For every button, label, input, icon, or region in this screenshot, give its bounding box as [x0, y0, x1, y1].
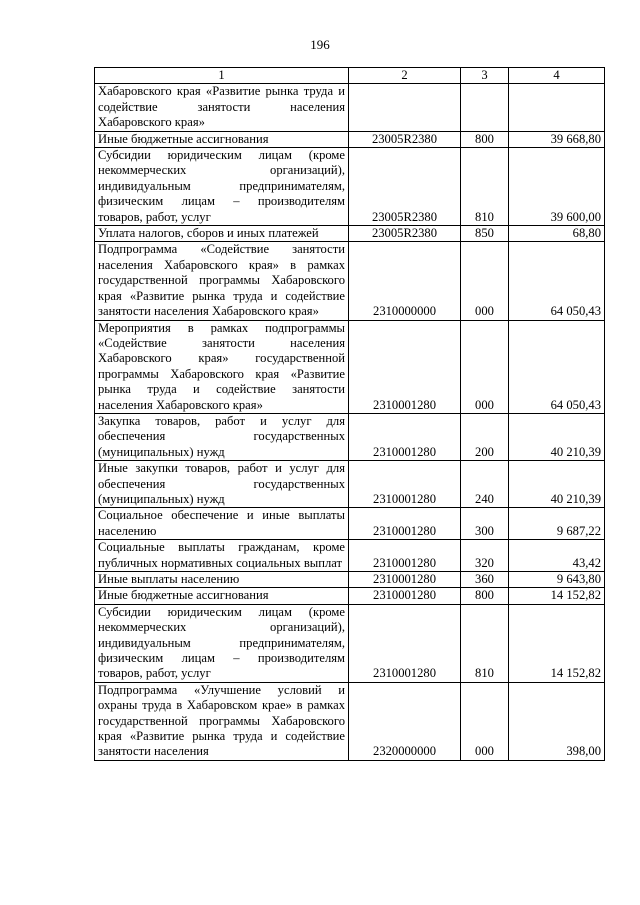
- column-header-1: 1: [95, 68, 349, 84]
- cell-target-code: [349, 84, 461, 131]
- cell-amount: 9 643,80: [509, 572, 605, 588]
- cell-expense-type: 810: [461, 604, 509, 682]
- cell-target-code: 2310001280: [349, 320, 461, 413]
- cell-target-code: 2310001280: [349, 604, 461, 682]
- table-row: [95, 84, 605, 131]
- table-row: [95, 604, 605, 682]
- cell-amount: 39 600,00: [509, 148, 605, 226]
- cell-amount: 68,80: [509, 226, 605, 242]
- cell-amount: 64 050,43: [509, 320, 605, 413]
- cell-target-code: 2310001280: [349, 588, 461, 604]
- cell-expense-type: 240: [461, 461, 509, 508]
- cell-amount: 9 687,22: [509, 508, 605, 540]
- cell-name: Иные бюджетные ассигнования: [95, 131, 349, 147]
- cell-expense-type: 360: [461, 572, 509, 588]
- cell-target-code: 2310001280: [349, 461, 461, 508]
- cell-expense-type: 800: [461, 131, 509, 147]
- cell-amount: 64 050,43: [509, 242, 605, 320]
- cell-target-code: 23005R2380: [349, 226, 461, 242]
- cell-name: Уплата налогов, сборов и иных платежей: [95, 226, 349, 242]
- cell-amount: 40 210,39: [509, 461, 605, 508]
- cell-expense-type: 000: [461, 320, 509, 413]
- table-row: [95, 540, 605, 572]
- table-row: [95, 572, 605, 588]
- cell-name: Подпрограмма «Содействие занятости населения Хабаровского края» в рамках государственной программы Хабаровского края «Развитие рынка труда и содействие занятости населения Хабаровского края»: [95, 242, 349, 320]
- cell-expense-type: 810: [461, 148, 509, 226]
- column-header-4: 4: [509, 68, 605, 84]
- cell-target-code: 23005R2380: [349, 131, 461, 147]
- cell-target-code: 2320000000: [349, 682, 461, 760]
- cell-expense-type: 200: [461, 413, 509, 460]
- cell-target-code: 2310001280: [349, 413, 461, 460]
- cell-name: Подпрограмма «Улучшение условий и охраны труда в Хабаровском крае» в рамках государственной программы Хабаровского края «Развитие рынка труда и содействие занятости населения: [95, 682, 349, 760]
- cell-amount: 398,00: [509, 682, 605, 760]
- cell-name: Закупка товаров, работ и услуг для обеспечения государственных (муниципальных) нужд: [95, 413, 349, 460]
- column-header-2: 2: [349, 68, 461, 84]
- table-row: [95, 588, 605, 604]
- cell-expense-type: 800: [461, 588, 509, 604]
- cell-name: Иные выплаты населению: [95, 572, 349, 588]
- cell-name: Хабаровского края «Развитие рынка труда и содействие занятости населения Хабаровского края»: [95, 84, 349, 131]
- cell-expense-type: 000: [461, 242, 509, 320]
- cell-name: Социальные выплаты гражданам, кроме публичных нормативных социальных выплат: [95, 540, 349, 572]
- cell-name: Иные закупки товаров, работ и услуг для обеспечения государственных (муниципальных) нужд: [95, 461, 349, 508]
- cell-amount: 39 668,80: [509, 131, 605, 147]
- table-row: [95, 242, 605, 320]
- cell-name: Субсидии юридическим лицам (кроме некоммерческих организаций), индивидуальным предпринимателям, физическим лицам – производителям товаров, работ, услуг: [95, 604, 349, 682]
- table-row: [95, 148, 605, 226]
- table-row: [95, 508, 605, 540]
- cell-amount: [509, 84, 605, 131]
- table-row: [95, 131, 605, 147]
- cell-name: Субсидии юридическим лицам (кроме некоммерческих организаций), индивидуальным предпринимателям, физическим лицам – производителям товаров, работ, услуг: [95, 148, 349, 226]
- table-row: [95, 413, 605, 460]
- cell-target-code: 23005R2380: [349, 148, 461, 226]
- table-header-row: [95, 68, 605, 84]
- cell-expense-type: 320: [461, 540, 509, 572]
- cell-expense-type: 000: [461, 682, 509, 760]
- cell-amount: 14 152,82: [509, 588, 605, 604]
- cell-name: Иные бюджетные ассигнования: [95, 588, 349, 604]
- cell-name: Социальное обеспечение и иные выплаты населению: [95, 508, 349, 540]
- column-header-3: 3: [461, 68, 509, 84]
- cell-expense-type: [461, 84, 509, 131]
- table-row: [95, 682, 605, 760]
- cell-target-code: 2310001280: [349, 508, 461, 540]
- table-row: [95, 226, 605, 242]
- budget-table: [94, 67, 605, 761]
- table-row: [95, 320, 605, 413]
- cell-name: Мероприятия в рамках подпрограммы «Содействие занятости населения Хабаровского края» государственной программы Хабаровского края «Развитие рынка труда и содействие занятости населения Хабаровского края»: [95, 320, 349, 413]
- cell-amount: 43,42: [509, 540, 605, 572]
- cell-target-code: 2310000000: [349, 242, 461, 320]
- page-number: 196: [310, 37, 330, 52]
- cell-amount: 14 152,82: [509, 604, 605, 682]
- cell-amount: 40 210,39: [509, 413, 605, 460]
- table-row: [95, 461, 605, 508]
- cell-expense-type: 300: [461, 508, 509, 540]
- cell-expense-type: 850: [461, 226, 509, 242]
- cell-target-code: 2310001280: [349, 572, 461, 588]
- cell-target-code: 2310001280: [349, 540, 461, 572]
